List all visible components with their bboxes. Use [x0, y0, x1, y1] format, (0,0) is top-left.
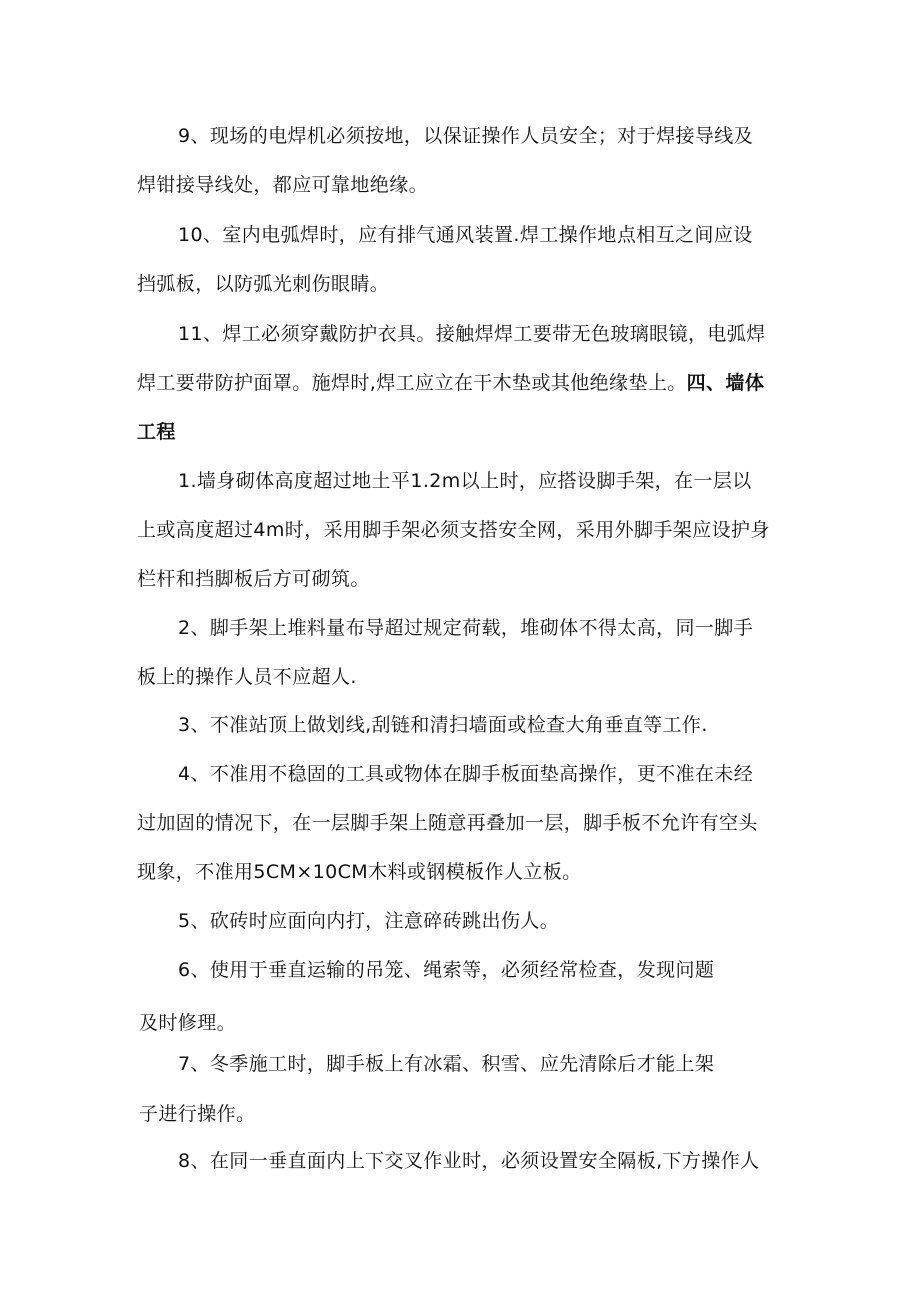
text-line: 5、砍砖时应面向内打，注意碎砖跳出伤人。 [178, 910, 560, 932]
text-line: 焊钳接导线处，都应可靠地绝缘。 [137, 174, 429, 196]
text-line: 2、脚手架上堆料量布导超过规定荷载，堆砌体不得太高，同一脚手 [178, 617, 754, 639]
text-line: 上或高度超过4m时，采用脚手架必须支搭安全网，采用外脚手架应设护身 [137, 519, 770, 541]
text-line: 8、在同一垂直面内上下交叉作业时，必须设置安全隔板,下方操作人 [178, 1150, 760, 1172]
text-line: 3、不准站顶上做划线,刮链和清扫墙面或检查大角垂直等工作. [178, 714, 708, 736]
text-line: 4、不准用不稳固的工具或物体在脚手板面垫高操作，更不准在未经 [178, 763, 754, 785]
section-heading: 工程 [137, 421, 176, 443]
text-line: 现象，不准用5CM×10CM木料或钢模板作人立板。 [137, 861, 582, 883]
text-line: 11、焊工必须穿戴防护衣具。接触焊焊工要带无色玻璃眼镜，电弧焊 [178, 323, 766, 345]
text-line: 子进行操作。 [139, 1103, 256, 1125]
text-line: 7、冬季施工时，脚手板上有冰霜、积雪、应先清除后才能上架 [178, 1053, 715, 1075]
text-line: 过加固的情况下，在一层脚手架上随意再叠加一层，脚手板不允许有空头 [137, 812, 758, 834]
text-line: 板上的操作人员不应超人. [137, 666, 357, 688]
text-line [137, 359, 764, 408]
text-line: 1.墙身砌体高度超过地土平1.2m以上时，应搭设脚手架，在一层以 [178, 470, 752, 492]
text-line: 栏杆和挡脚板后方可砌筑。 [137, 568, 370, 590]
text-line: 10、室内电弧焊时，应有排气通风装置.焊工操作地点相互之间应设 [178, 224, 753, 246]
text-line: 9、现场的电焊机必须按地，以保证操作人员安全；对于焊接导线及 [178, 125, 754, 147]
text-run: 焊工要带防护面罩。施焊时,焊工应立在干木垫或其他绝缘垫上。 [137, 372, 687, 394]
text-line: 挡弧板，以防弧光刺伤眼睛。 [137, 273, 390, 295]
section-heading: 四、墙体 [686, 372, 765, 394]
text-line: 6、使用于垂直运输的吊笼、绳索等，必须经常检查，发现问题 [178, 959, 715, 981]
text-line: 及时修理。 [139, 1012, 237, 1034]
